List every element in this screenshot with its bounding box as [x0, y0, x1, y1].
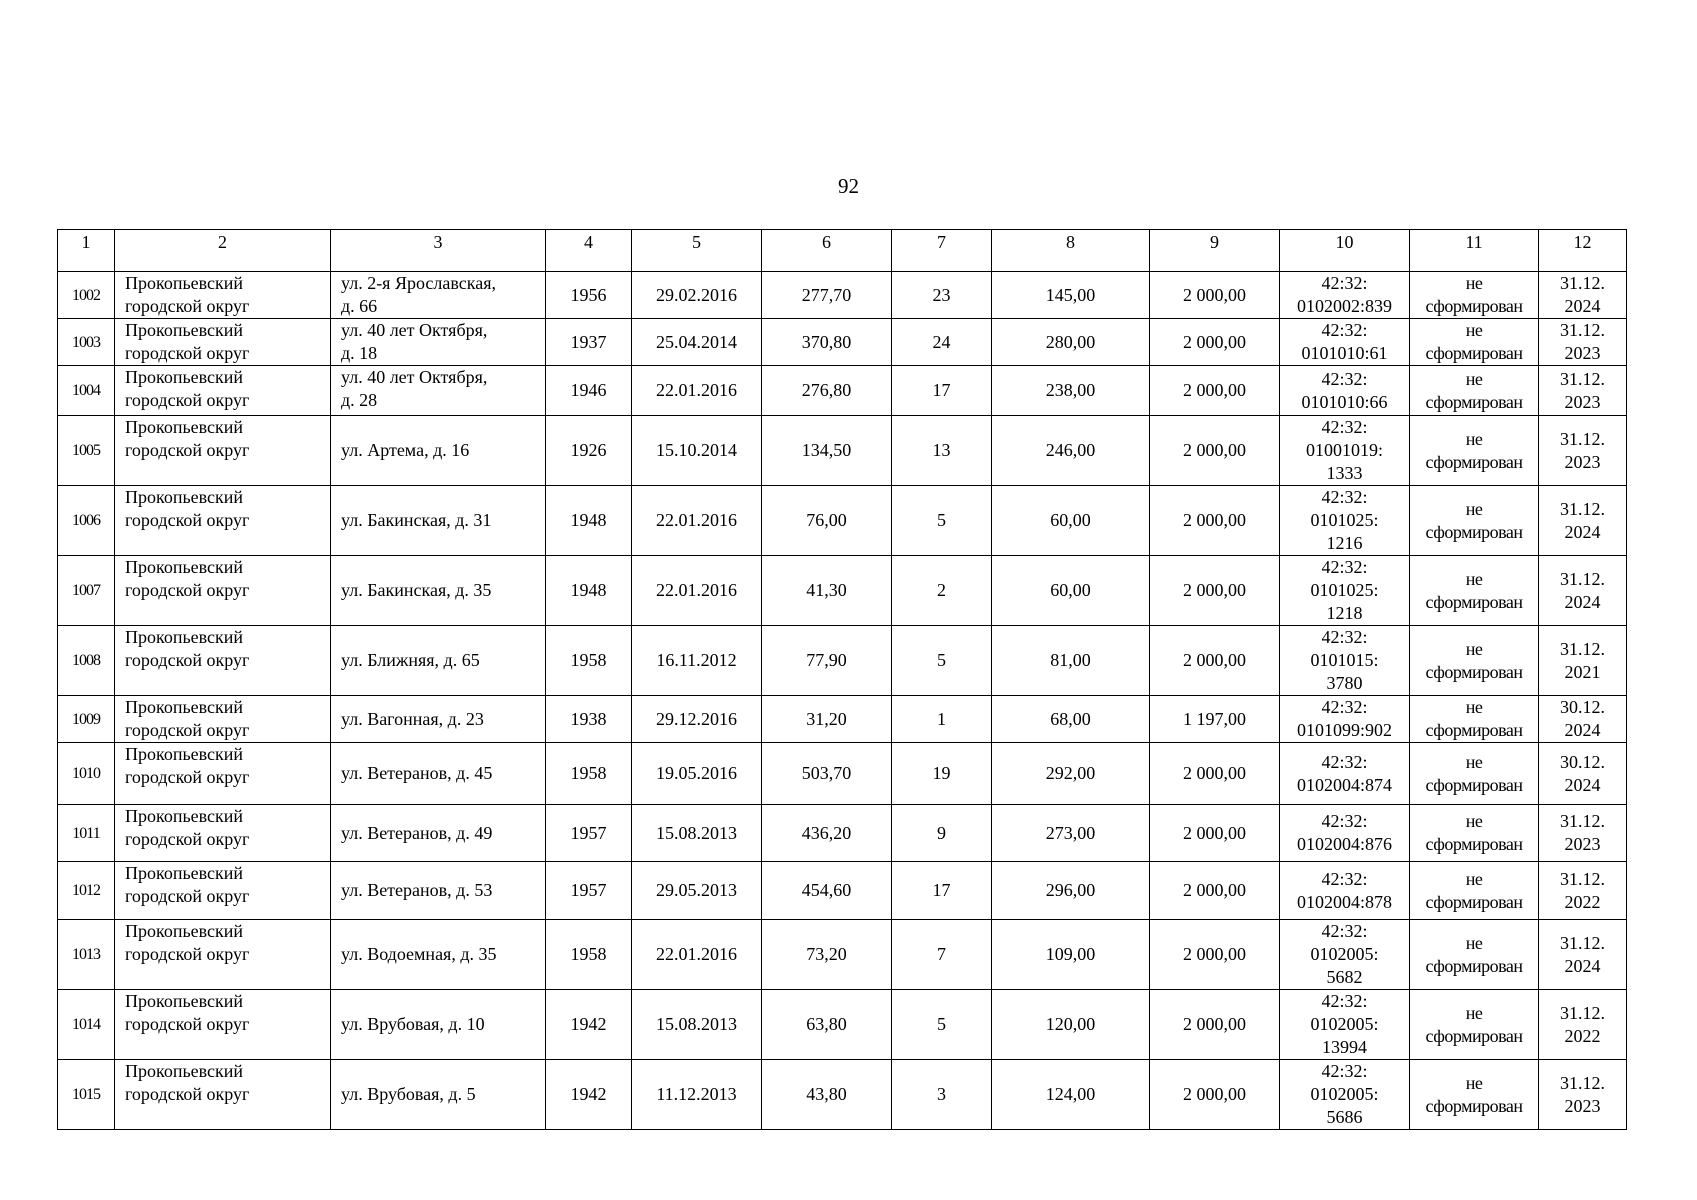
housing-registry-table: [57, 229, 1627, 1130]
cell-land-status: не сформирован: [1410, 862, 1539, 920]
cell-land-area: 109,00: [992, 920, 1150, 990]
cell-relocation-deadline: 31.12. 2022: [1539, 862, 1627, 920]
table-row: [58, 626, 1627, 696]
table-row: [58, 862, 1627, 920]
cell-cost-per-sqm: 2 000,00: [1150, 486, 1280, 556]
cell-relocation-deadline: 31.12. 2023: [1539, 416, 1627, 486]
page-number: 92: [838, 174, 859, 198]
cell-recognition-date: 22.01.2016: [632, 920, 762, 990]
cell-area: 503,70: [762, 743, 892, 805]
cell-relocation-deadline: 30.12. 2024: [1539, 696, 1627, 743]
column-header: 11: [1410, 230, 1539, 272]
cell-cadastral-number: 42:32: 01001019: 1333: [1280, 416, 1410, 486]
cell-year-built: 1957: [546, 862, 632, 920]
cell-area: 276,80: [762, 366, 892, 416]
cell-address: ул. 40 лет Октября, д. 28: [331, 366, 546, 416]
cell-relocation-deadline: 31.12. 2023: [1539, 805, 1627, 862]
cell-land-status: не сформирован: [1410, 319, 1539, 366]
cell-land-status: не сформирован: [1410, 416, 1539, 486]
cell-row-number: 1006: [58, 486, 115, 556]
cell-year-built: 1956: [546, 272, 632, 319]
table-row: [58, 990, 1627, 1060]
cell-municipality: Прокопьевский городской округ: [115, 1060, 331, 1130]
cell-municipality: Прокопьевский городской округ: [115, 366, 331, 416]
cell-residents-count: 23: [892, 272, 992, 319]
cell-land-status: не сформирован: [1410, 805, 1539, 862]
cell-address: ул. Вагонная, д. 23: [331, 696, 546, 743]
cell-year-built: 1926: [546, 416, 632, 486]
table-row: [58, 743, 1627, 805]
cell-cost-per-sqm: 2 000,00: [1150, 319, 1280, 366]
cell-row-number: 1015: [58, 1060, 115, 1130]
cell-relocation-deadline: 31.12. 2023: [1539, 1060, 1627, 1130]
cell-relocation-deadline: 31.12. 2024: [1539, 272, 1627, 319]
cell-cost-per-sqm: 2 000,00: [1150, 920, 1280, 990]
cell-address: ул. Ветеранов, д. 53: [331, 862, 546, 920]
cell-recognition-date: 22.01.2016: [632, 486, 762, 556]
cell-cadastral-number: 42:32: 0102005: 5686: [1280, 1060, 1410, 1130]
cell-relocation-deadline: 31.12. 2023: [1539, 319, 1627, 366]
cell-year-built: 1958: [546, 626, 632, 696]
cell-area: 454,60: [762, 862, 892, 920]
cell-area: 134,50: [762, 416, 892, 486]
column-header: 3: [331, 230, 546, 272]
cell-address: ул. Водоемная, д. 35: [331, 920, 546, 990]
cell-land-area: 120,00: [992, 990, 1150, 1060]
cell-recognition-date: 22.01.2016: [632, 366, 762, 416]
cell-cadastral-number: 42:32: 0101099:902: [1280, 696, 1410, 743]
cell-municipality: Прокопьевский городской округ: [115, 486, 331, 556]
cell-recognition-date: 19.05.2016: [632, 743, 762, 805]
cell-land-area: 60,00: [992, 486, 1150, 556]
column-header: 5: [632, 230, 762, 272]
cell-area: 76,00: [762, 486, 892, 556]
cell-recognition-date: 22.01.2016: [632, 556, 762, 626]
cell-land-area: 60,00: [992, 556, 1150, 626]
cell-municipality: Прокопьевский городской округ: [115, 272, 331, 319]
cell-municipality: Прокопьевский городской округ: [115, 626, 331, 696]
cell-cadastral-number: 42:32: 0102004:878: [1280, 862, 1410, 920]
cell-municipality: Прокопьевский городской округ: [115, 862, 331, 920]
cell-land-area: 296,00: [992, 862, 1150, 920]
cell-cadastral-number: 42:32: 0101010:61: [1280, 319, 1410, 366]
cell-row-number: 1011: [58, 805, 115, 862]
cell-row-number: 1002: [58, 272, 115, 319]
cell-relocation-deadline: 30.12. 2024: [1539, 743, 1627, 805]
cell-cost-per-sqm: 2 000,00: [1150, 556, 1280, 626]
cell-cadastral-number: 42:32: 0102004:874: [1280, 743, 1410, 805]
column-header: 1: [58, 230, 115, 272]
cell-row-number: 1013: [58, 920, 115, 990]
cell-cadastral-number: 42:32: 0101025: 1216: [1280, 486, 1410, 556]
cell-municipality: Прокопьевский городской округ: [115, 920, 331, 990]
cell-cost-per-sqm: 2 000,00: [1150, 805, 1280, 862]
table-row: [58, 1060, 1627, 1130]
cell-area: 436,20: [762, 805, 892, 862]
cell-recognition-date: 15.08.2013: [632, 805, 762, 862]
cell-year-built: 1942: [546, 1060, 632, 1130]
cell-recognition-date: 15.08.2013: [632, 990, 762, 1060]
cell-land-area: 81,00: [992, 626, 1150, 696]
table-row: [58, 319, 1627, 366]
cell-year-built: 1946: [546, 366, 632, 416]
column-header: 8: [992, 230, 1150, 272]
cell-address: ул. Ветеранов, д. 45: [331, 743, 546, 805]
cell-relocation-deadline: 31.12. 2024: [1539, 556, 1627, 626]
cell-cadastral-number: 42:32: 0102005: 5682: [1280, 920, 1410, 990]
cell-year-built: 1958: [546, 743, 632, 805]
cell-cadastral-number: 42:32: 0101025: 1218: [1280, 556, 1410, 626]
column-header: 12: [1539, 230, 1627, 272]
cell-land-status: не сформирован: [1410, 1060, 1539, 1130]
cell-area: 31,20: [762, 696, 892, 743]
cell-cost-per-sqm: 2 000,00: [1150, 743, 1280, 805]
cell-cadastral-number: 42:32: 0101015: 3780: [1280, 626, 1410, 696]
cell-residents-count: 2: [892, 556, 992, 626]
column-header: 6: [762, 230, 892, 272]
cell-residents-count: 19: [892, 743, 992, 805]
cell-area: 277,70: [762, 272, 892, 319]
column-number-row: [58, 230, 1627, 272]
cell-cadastral-number: 42:32: 0102005: 13994: [1280, 990, 1410, 1060]
cell-land-status: не сформирован: [1410, 366, 1539, 416]
table-row: [58, 486, 1627, 556]
cell-land-status: не сформирован: [1410, 743, 1539, 805]
cell-residents-count: 5: [892, 486, 992, 556]
cell-year-built: 1948: [546, 486, 632, 556]
cell-relocation-deadline: 31.12. 2023: [1539, 366, 1627, 416]
cell-address: ул. 40 лет Октября, д. 18: [331, 319, 546, 366]
cell-residents-count: 5: [892, 626, 992, 696]
cell-year-built: 1937: [546, 319, 632, 366]
cell-residents-count: 5: [892, 990, 992, 1060]
cell-residents-count: 9: [892, 805, 992, 862]
cell-row-number: 1012: [58, 862, 115, 920]
cell-land-area: 280,00: [992, 319, 1150, 366]
cell-row-number: 1009: [58, 696, 115, 743]
cell-area: 43,80: [762, 1060, 892, 1130]
cell-area: 370,80: [762, 319, 892, 366]
cell-address: ул. Ближняя, д. 65: [331, 626, 546, 696]
cell-recognition-date: 15.10.2014: [632, 416, 762, 486]
cell-municipality: Прокопьевский городской округ: [115, 990, 331, 1060]
cell-cost-per-sqm: 2 000,00: [1150, 272, 1280, 319]
cell-row-number: 1005: [58, 416, 115, 486]
cell-cadastral-number: 42:32: 0102002:839: [1280, 272, 1410, 319]
cell-row-number: 1004: [58, 366, 115, 416]
cell-recognition-date: 29.12.2016: [632, 696, 762, 743]
cell-address: ул. Бакинская, д. 31: [331, 486, 546, 556]
cell-address: ул. Врубовая, д. 10: [331, 990, 546, 1060]
column-header: 9: [1150, 230, 1280, 272]
cell-recognition-date: 16.11.2012: [632, 626, 762, 696]
cell-cost-per-sqm: 2 000,00: [1150, 416, 1280, 486]
cell-address: ул. Врубовая, д. 5: [331, 1060, 546, 1130]
cell-cost-per-sqm: 2 000,00: [1150, 626, 1280, 696]
table-row: [58, 805, 1627, 862]
cell-cost-per-sqm: 2 000,00: [1150, 990, 1280, 1060]
cell-land-status: не сформирован: [1410, 920, 1539, 990]
cell-year-built: 1958: [546, 920, 632, 990]
table-row: [58, 920, 1627, 990]
cell-land-area: 238,00: [992, 366, 1150, 416]
cell-residents-count: 24: [892, 319, 992, 366]
cell-year-built: 1942: [546, 990, 632, 1060]
cell-municipality: Прокопьевский городской округ: [115, 696, 331, 743]
cell-area: 63,80: [762, 990, 892, 1060]
cell-land-area: 246,00: [992, 416, 1150, 486]
cell-municipality: Прокопьевский городской округ: [115, 805, 331, 862]
cell-cost-per-sqm: 1 197,00: [1150, 696, 1280, 743]
cell-cadastral-number: 42:32: 0102004:876: [1280, 805, 1410, 862]
table-row: [58, 696, 1627, 743]
cell-municipality: Прокопьевский городской округ: [115, 319, 331, 366]
cell-municipality: Прокопьевский городской округ: [115, 743, 331, 805]
column-header: 2: [115, 230, 331, 272]
cell-land-area: 292,00: [992, 743, 1150, 805]
cell-cost-per-sqm: 2 000,00: [1150, 1060, 1280, 1130]
cell-residents-count: 3: [892, 1060, 992, 1130]
cell-land-status: не сформирован: [1410, 696, 1539, 743]
cell-municipality: Прокопьевский городской округ: [115, 556, 331, 626]
cell-land-status: не сформирован: [1410, 556, 1539, 626]
cell-relocation-deadline: 31.12. 2021: [1539, 626, 1627, 696]
cell-recognition-date: 11.12.2013: [632, 1060, 762, 1130]
cell-land-status: не сформирован: [1410, 626, 1539, 696]
cell-row-number: 1010: [58, 743, 115, 805]
table-row: [58, 556, 1627, 626]
cell-residents-count: 17: [892, 366, 992, 416]
cell-address: ул. Ветеранов, д. 49: [331, 805, 546, 862]
cell-row-number: 1014: [58, 990, 115, 1060]
cell-recognition-date: 29.02.2016: [632, 272, 762, 319]
cell-land-area: 145,00: [992, 272, 1150, 319]
cell-year-built: 1938: [546, 696, 632, 743]
cell-land-status: не сформирован: [1410, 990, 1539, 1060]
cell-row-number: 1003: [58, 319, 115, 366]
cell-relocation-deadline: 31.12. 2022: [1539, 990, 1627, 1060]
cell-address: ул. Артема, д. 16: [331, 416, 546, 486]
column-header: 4: [546, 230, 632, 272]
cell-recognition-date: 29.05.2013: [632, 862, 762, 920]
cell-land-status: не сформирован: [1410, 486, 1539, 556]
cell-area: 73,20: [762, 920, 892, 990]
cell-area: 77,90: [762, 626, 892, 696]
cell-land-area: 68,00: [992, 696, 1150, 743]
cell-municipality: Прокопьевский городской округ: [115, 416, 331, 486]
cell-cost-per-sqm: 2 000,00: [1150, 366, 1280, 416]
table-row: [58, 416, 1627, 486]
cell-cost-per-sqm: 2 000,00: [1150, 862, 1280, 920]
table-row: [58, 272, 1627, 319]
cell-address: ул. 2-я Ярославская, д. 66: [331, 272, 546, 319]
cell-row-number: 1008: [58, 626, 115, 696]
cell-residents-count: 13: [892, 416, 992, 486]
cell-residents-count: 7: [892, 920, 992, 990]
table-row: [58, 366, 1627, 416]
cell-recognition-date: 25.04.2014: [632, 319, 762, 366]
cell-year-built: 1957: [546, 805, 632, 862]
cell-residents-count: 17: [892, 862, 992, 920]
cell-land-area: 273,00: [992, 805, 1150, 862]
cell-relocation-deadline: 31.12. 2024: [1539, 486, 1627, 556]
cell-relocation-deadline: 31.12. 2024: [1539, 920, 1627, 990]
column-header: 7: [892, 230, 992, 272]
cell-address: ул. Бакинская, д. 35: [331, 556, 546, 626]
cell-row-number: 1007: [58, 556, 115, 626]
cell-year-built: 1948: [546, 556, 632, 626]
cell-land-area: 124,00: [992, 1060, 1150, 1130]
cell-area: 41,30: [762, 556, 892, 626]
column-header: 10: [1280, 230, 1410, 272]
cell-cadastral-number: 42:32: 0101010:66: [1280, 366, 1410, 416]
cell-land-status: не сформирован: [1410, 272, 1539, 319]
cell-residents-count: 1: [892, 696, 992, 743]
